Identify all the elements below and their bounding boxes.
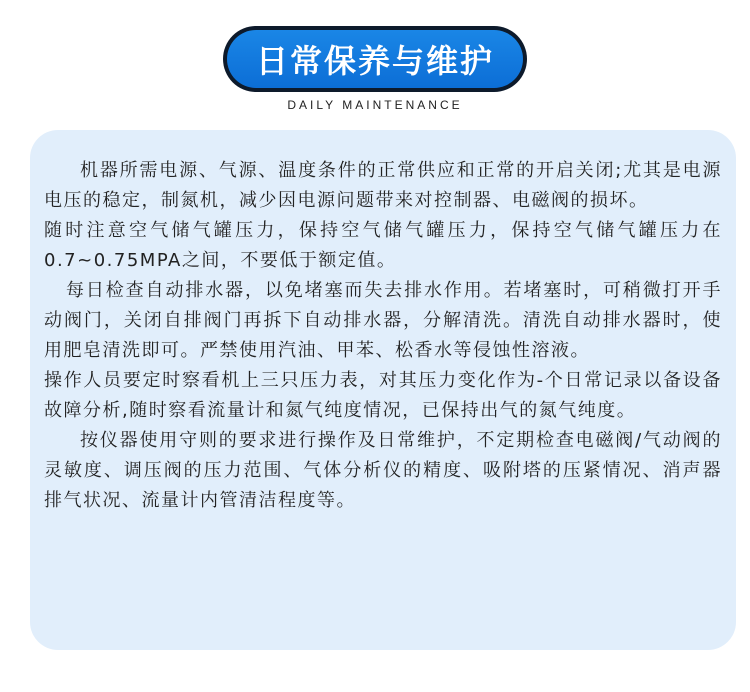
content-panel — [30, 130, 736, 650]
title-badge — [223, 26, 527, 92]
paragraph-instrument-rules: 按仪器使用守则的要求进行操作及日常维护，不定期检查电磁阀/气动阀的灵敏度、调压阀的压力范围、气体分析仪的精度、吸附塔的压紧情况、消声器排气状况、流量计内管清洁程度等。 — [44, 430, 722, 511]
paragraph-air-tank-pressure: 随时注意空气储气罐压力，保持空气储气罐压力，保持空气储气罐压力在0.7~0.75MPA之间，不要低于额定值。 — [44, 220, 722, 271]
page-title: 日常保养与维护 — [227, 30, 523, 88]
paragraph-pressure-gauges: 操作人员要定时察看机上三只压力表，对其压力变化作为-个日常记录以备设备故障分析,随时察看流量计和氮气纯度情况，已保持出气的氮气纯度。 — [44, 370, 722, 421]
page-subtitle: DAILY MAINTENANCE — [287, 98, 463, 112]
paragraph-auto-drain: 每日检查自动排水器，以免堵塞而失去排水作用。若堵塞时，可稍微打开手动阀门，关闭自排阀门再拆下自动排水器，分解清洗。清洗自动排水器时，使用肥皂清洗即可。严禁使用汽油、甲苯、松香水等侵蚀性溶液。 — [44, 280, 722, 361]
paragraph-power-supply: 机器所需电源、气源、温度条件的正常供应和正常的开启关闭;尤其是电源电压的稳定，制氮机，减少因电源问题带来对控制器、电磁阀的损坏。 — [44, 160, 722, 211]
